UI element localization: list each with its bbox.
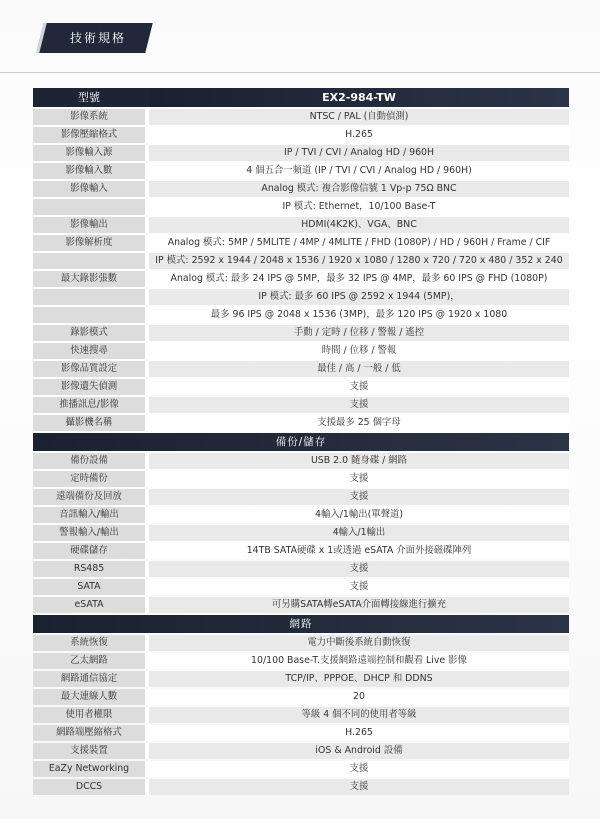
- spec-row: [33, 217, 569, 233]
- spec-row: [33, 561, 569, 577]
- spec-value: 10/100 Base-T.支援網路遠端控制和觀看 Live 影像: [149, 653, 569, 669]
- spec-value: IP / TVI / CVI / Analog HD / 960H: [149, 145, 569, 161]
- spec-label: eSATA: [33, 597, 149, 613]
- spec-value: 可另購SATA轉eSATA介面轉接線進行擴充: [149, 597, 569, 613]
- spec-value: iOS & Android 設備: [149, 743, 569, 759]
- spec-row: [33, 307, 569, 323]
- spec-label: [33, 289, 149, 305]
- spec-value: 20: [149, 689, 569, 705]
- spec-value: 支援: [149, 471, 569, 487]
- spec-value: IP 模式: 最多 60 IPS @ 2592 x 1944 (5MP)，: [149, 289, 569, 305]
- spec-row: [33, 543, 569, 559]
- spec-value: HDMI(4K2K)、VGA、BNC: [149, 217, 569, 233]
- spec-label: 使用者權限: [33, 707, 149, 723]
- spec-row: [33, 145, 569, 161]
- spec-label: 警報輸入/輸出: [33, 525, 149, 541]
- spec-row: [33, 289, 569, 305]
- spec-label: 影像系統: [33, 109, 149, 125]
- spec-row: [33, 127, 569, 143]
- spec-label: 系統恢復: [33, 635, 149, 651]
- spec-row: [33, 779, 569, 795]
- spec-value: Analog 模式: 最多 24 IPS @ 5MP，最多 32 IPS @ 4MP，最多 60 IPS @ FHD (1080P): [149, 271, 569, 287]
- spec-row: [33, 361, 569, 377]
- spec-row: [33, 181, 569, 197]
- spec-row: [33, 743, 569, 759]
- spec-value: 最佳 / 高 / 一般 / 低: [149, 361, 569, 377]
- spec-value: 4輸入/1輸出(單聲道): [149, 507, 569, 523]
- spec-value: 電力中斷後系統自動恢復: [149, 635, 569, 651]
- spec-row: [33, 489, 569, 505]
- spec-value: Analog 模式: 複合影像信號 1 Vp-p 75Ω BNC: [149, 181, 569, 197]
- spec-row: [33, 689, 569, 705]
- spec-label: [33, 199, 149, 215]
- spec-value: 支援: [149, 579, 569, 595]
- spec-value: 支援: [149, 397, 569, 413]
- spec-value: 支援: [149, 561, 569, 577]
- spec-value: 支援: [149, 761, 569, 777]
- spec-row: [33, 379, 569, 395]
- spec-row: [33, 471, 569, 487]
- spec-value: 最多 96 IPS @ 2048 x 1536 (3MP)，最多 120 IPS @ 1920 x 1080: [149, 307, 569, 323]
- spec-label: [33, 307, 149, 323]
- spec-label: 最大連線人數: [33, 689, 149, 705]
- spec-row: [33, 397, 569, 413]
- spec-row: [33, 253, 569, 269]
- spec-row: [33, 325, 569, 341]
- spec-label: 支援裝置: [33, 743, 149, 759]
- spec-value: H.265: [149, 127, 569, 143]
- spec-row: [33, 653, 569, 669]
- spec-value: 支援: [149, 489, 569, 505]
- spec-row: [33, 597, 569, 613]
- spec-value: 支援最多 25 個字母: [149, 415, 569, 431]
- spec-label: EaZy Networking: [33, 761, 149, 777]
- spec-row: [33, 415, 569, 431]
- page-title: 技術規格: [69, 31, 126, 45]
- spec-label: 遠端備份及回放: [33, 489, 149, 505]
- spec-row: [33, 235, 569, 251]
- spec-label: 影像壓縮格式: [33, 127, 149, 143]
- model-label: 型號: [33, 88, 149, 107]
- spec-value: IP 模式: Ethernet，10/100 Base-T: [149, 199, 569, 215]
- spec-label: [33, 253, 149, 269]
- spec-row: [33, 453, 569, 469]
- spec-value: IP 模式: 2592 x 1944 / 2048 x 1536 / 1920 x 1080 / 1280 x 720 / 720 x 480 / 352 x 240: [149, 253, 569, 269]
- spec-value: 時間 / 位移 / 警報: [149, 343, 569, 359]
- spec-row: [33, 507, 569, 523]
- spec-label: 錄影模式: [33, 325, 149, 341]
- spec-label: SATA: [33, 579, 149, 595]
- spec-row: [33, 761, 569, 777]
- spec-value: TCP/IP、PPPOE、DHCP 和 DDNS: [149, 671, 569, 687]
- header-divider: [0, 72, 600, 73]
- spec-label: 影像解析度: [33, 235, 149, 251]
- spec-row: [33, 725, 569, 741]
- spec-row: [33, 707, 569, 723]
- spec-value: NTSC / PAL (自動偵測): [149, 109, 569, 125]
- spec-label: 影像遺失偵測: [33, 379, 149, 395]
- spec-value: Analog 模式: 5MP / 5MLITE / 4MP / 4MLITE / FHD (1080P) / HD / 960H / Frame / CIF: [149, 235, 569, 251]
- spec-value: 支援: [149, 779, 569, 795]
- spec-value: 4輸入/1輸出: [149, 525, 569, 541]
- spec-label: 影像輸入源: [33, 145, 149, 161]
- spec-label: 推播訊息/影像: [33, 397, 149, 413]
- spec-label: 影像輸入: [33, 181, 149, 197]
- spec-row: [33, 635, 569, 651]
- spec-value: 等級 4 個不同的使用者等級: [149, 707, 569, 723]
- spec-label: 音訊輸入/輸出: [33, 507, 149, 523]
- spec-value: 支援: [149, 379, 569, 395]
- spec-row: [33, 579, 569, 595]
- spec-label: 網路端壓縮格式: [33, 725, 149, 741]
- spec-label: RS485: [33, 561, 149, 577]
- spec-value: 4 個五合一頻道 (IP / TVI / CVI / Analog HD / 960H): [149, 163, 569, 179]
- spec-label: 硬碟儲存: [33, 543, 149, 559]
- spec-label: 定時備份: [33, 471, 149, 487]
- spec-row: [33, 199, 569, 215]
- spec-table-body: [33, 88, 569, 795]
- spec-label: DCCS: [33, 779, 149, 795]
- spec-label: 影像品質設定: [33, 361, 149, 377]
- spec-label: 影像輸出: [33, 217, 149, 233]
- spec-label: 乙太網路: [33, 653, 149, 669]
- model-header-row: [33, 88, 569, 107]
- model-value: EX2-984-TW: [149, 88, 569, 107]
- spec-label: 攝影機名稱: [33, 415, 149, 431]
- spec-row: [33, 343, 569, 359]
- spec-row: [33, 109, 569, 125]
- spec-table: [33, 86, 569, 797]
- section-title: 網路: [33, 615, 569, 633]
- spec-label: 快速搜尋: [33, 343, 149, 359]
- spec-value: 手動 / 定時 / 位移 / 警報 / 遙控: [149, 325, 569, 341]
- section-title: 備份/儲存: [33, 433, 569, 451]
- spec-label: 備份設備: [33, 453, 149, 469]
- spec-row: [33, 525, 569, 541]
- spec-label: 網路通信協定: [33, 671, 149, 687]
- spec-value: 14TB SATA硬碟 x 1或透過 eSATA 介面外接磁碟陣列: [149, 543, 569, 559]
- section-header-row: [33, 615, 569, 633]
- section-header-row: [33, 433, 569, 451]
- spec-row: [33, 271, 569, 287]
- spec-label: 影像輸入數: [33, 163, 149, 179]
- spec-row: [33, 163, 569, 179]
- spec-value: USB 2.0 隨身碟 / 網路: [149, 453, 569, 469]
- spec-label: 最大錄影張數: [33, 271, 149, 287]
- spec-row: [33, 671, 569, 687]
- spec-value: H.265: [149, 725, 569, 741]
